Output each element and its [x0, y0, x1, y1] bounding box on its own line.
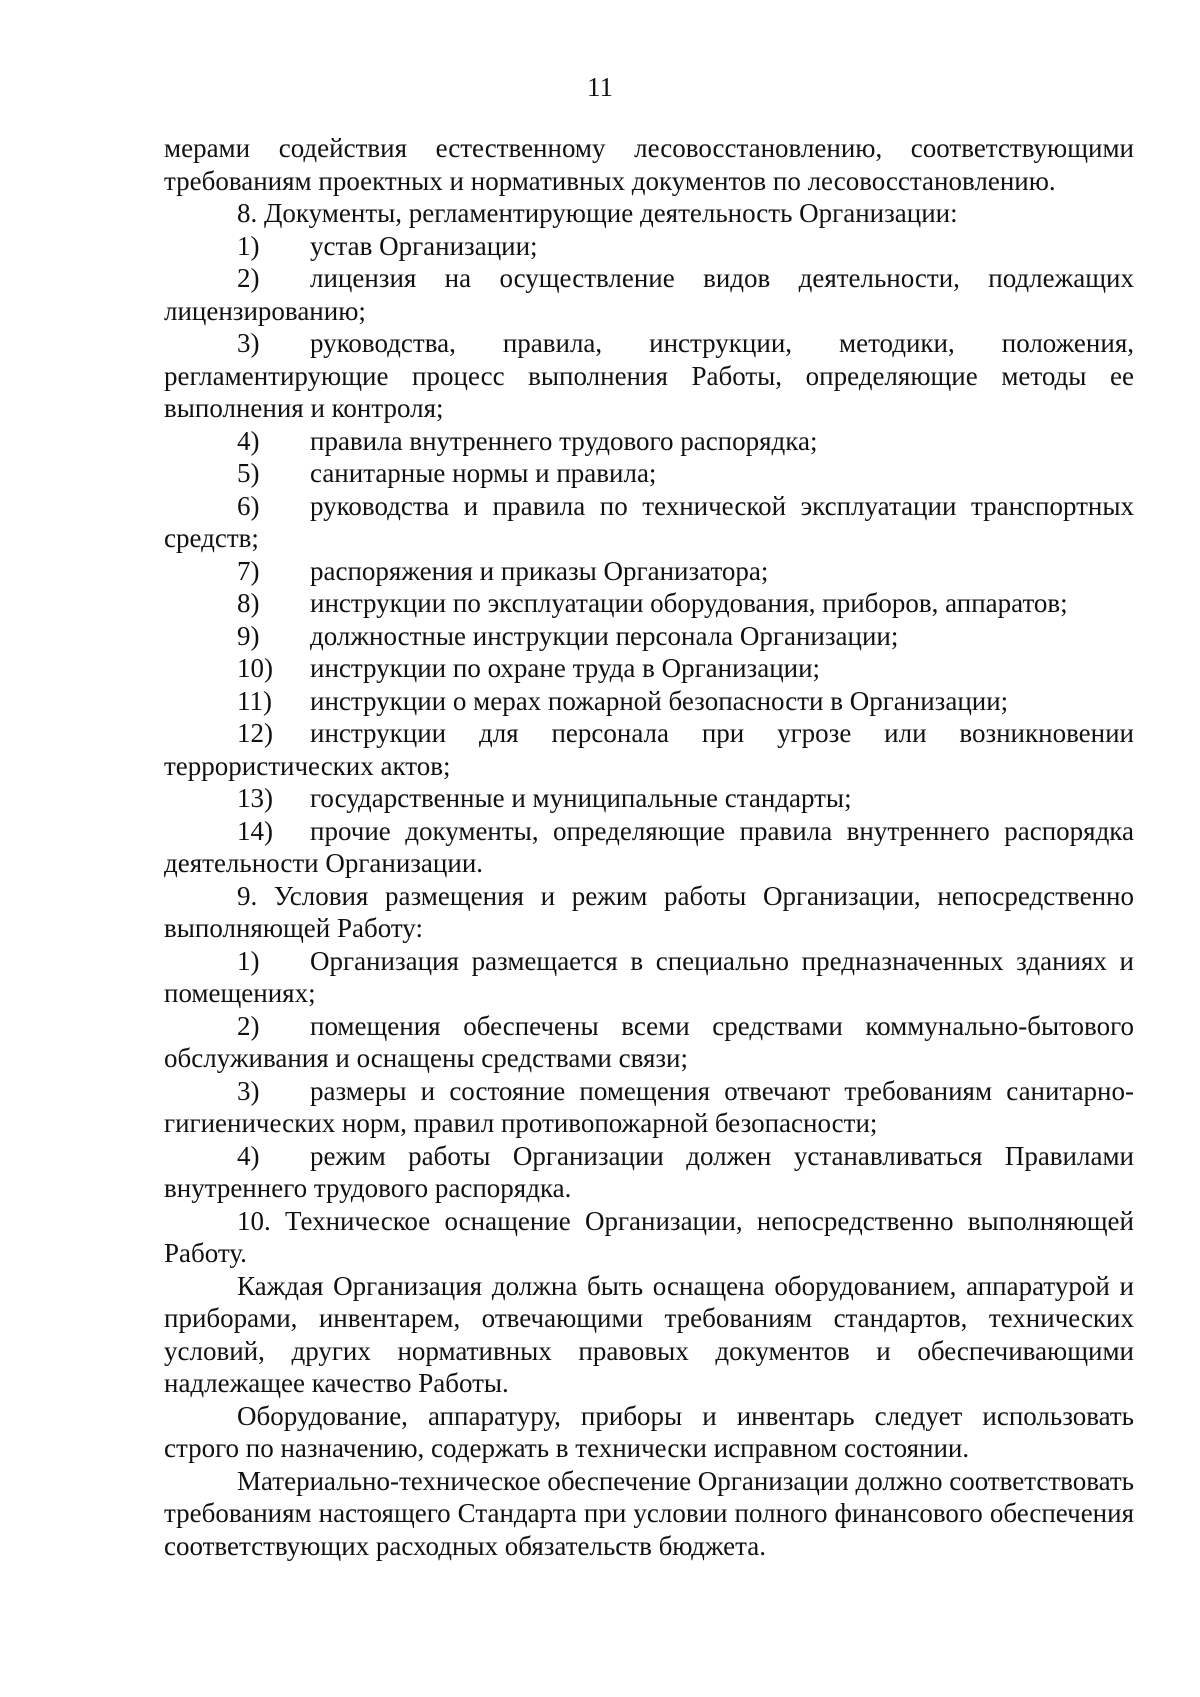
list-item: [164, 945, 1134, 1010]
list-item-text: прочие документы, определяющие правила внутреннего распорядка деятельности Организации.: [164, 815, 1134, 878]
list-item-number: 7): [237, 555, 260, 586]
paragraph: Каждая Организация должна быть оснащена оборудованием, аппаратурой и приборами, инвентарем, отвечающими требованиям стандартов, технических условий, других нормативных правовых документов и обеспечивающими надлежащее качество Работы.: [164, 1270, 1134, 1398]
list-item-number: 8): [237, 588, 260, 618]
list-item-number: 3): [237, 1075, 260, 1106]
paragraph: мерами содействия естественному лесовосстановлению, соответствующими требованиям проектных и нормативных документов по лесовосстановлению.: [164, 133, 1134, 196]
list-item: [164, 782, 1134, 815]
list-item-text: инструкции по охране труда в Организации;: [310, 653, 821, 683]
list-item-text: инструкции по эксплуатации оборудования, приборов, аппаратов;: [310, 588, 1068, 618]
list-item-number: 4): [237, 425, 260, 456]
list-item-number: 6): [237, 490, 260, 521]
list-item: [164, 587, 1134, 620]
list-item-number: 13): [237, 783, 273, 813]
list-item-number: 11): [237, 685, 272, 716]
list-item-text: распоряжения и приказы Организатора;: [310, 555, 769, 586]
list-item-text: лицензия на осуществление видов деятельности, подлежащих лицензированию;: [164, 263, 1134, 326]
document-body: [164, 132, 1134, 1562]
list-item: [164, 1010, 1134, 1075]
paragraph: 10. Техническое оснащение Организации, непосредственно выполняющей Работу.: [164, 1205, 1134, 1268]
list-item-number: 5): [237, 458, 260, 488]
paragraph: 9. Условия размещения и режим работы Организации, непосредственно выполняющей Работу:: [164, 880, 1134, 943]
list-item-number: 3): [237, 328, 260, 358]
list-item: [164, 490, 1134, 555]
list-item-text: устав Организации;: [310, 230, 538, 261]
list-item-text: руководства, правила, инструкции, методики, положения, регламентирующие процесс выполнения Работы, определяющие методы ее выполнения и контроля;: [164, 328, 1134, 423]
list-item-text: размеры и состояние помещения отвечают требованиям санитарно-гигиенических норм, правил противопожарной безопасности;: [164, 1075, 1134, 1138]
paragraph: 8. Документы, регламентирующие деятельность Организации:: [237, 198, 958, 228]
list-item-text: помещения обеспечены всеми средствами коммунально-бытового обслуживания и оснащены средствами связи;: [164, 1010, 1134, 1073]
list-item: [164, 457, 1134, 490]
list-item-text: руководства и правила по технической эксплуатации транспортных средств;: [164, 490, 1134, 553]
list-item-text: государственные и муниципальные стандарты;: [310, 783, 852, 813]
list-item-number: 1): [237, 945, 260, 976]
list-item-number: 12): [237, 718, 273, 748]
page-number: 11: [587, 72, 613, 102]
list-item-text: правила внутреннего трудового распорядка;: [310, 425, 818, 456]
list-item: [164, 815, 1134, 880]
list-item: [164, 1140, 1134, 1205]
list-item-number: 2): [237, 1010, 260, 1041]
list-item: [164, 262, 1134, 327]
list-item: [164, 425, 1134, 458]
list-item: [164, 1075, 1134, 1140]
list-item: [164, 555, 1134, 588]
list-item-number: 1): [237, 230, 260, 261]
list-item-number: 9): [237, 620, 260, 651]
list-item-text: Организация размещается в специально предназначенных зданиях и помещениях;: [164, 945, 1134, 1008]
list-item-text: режим работы Организации должен устанавливаться Правилами внутреннего трудового распорядка.: [164, 1140, 1134, 1203]
paragraph: Материально-техническое обеспечение Организации должно соответствовать требованиям настоящего Стандарта при условии полного финансового обеспечения соответствующих расходных обязательств бюджета.: [164, 1465, 1134, 1561]
list-item-text: санитарные нормы и правила;: [310, 458, 657, 488]
list-item: [164, 620, 1134, 653]
list-item-text: должностные инструкции персонала Организации;: [310, 620, 899, 651]
list-item: [164, 230, 1134, 263]
paragraph: Оборудование, аппаратуру, приборы и инвентарь следует использовать строго по назначению, содержать в технически исправном состоянии.: [164, 1400, 1134, 1463]
list-item: [164, 652, 1134, 685]
list-item: [164, 327, 1134, 425]
list-item-number: 10): [237, 653, 273, 683]
list-item-text: инструкции о мерах пожарной безопасности в Организации;: [310, 685, 1009, 716]
list-item-number: 14): [237, 815, 273, 846]
list-item-text: инструкции для персонала при угрозе или возникновении террористических актов;: [164, 718, 1134, 781]
list-item: [164, 685, 1134, 718]
list-item: [164, 717, 1134, 782]
list-item-number: 2): [237, 263, 260, 293]
list-item-number: 4): [237, 1140, 260, 1171]
